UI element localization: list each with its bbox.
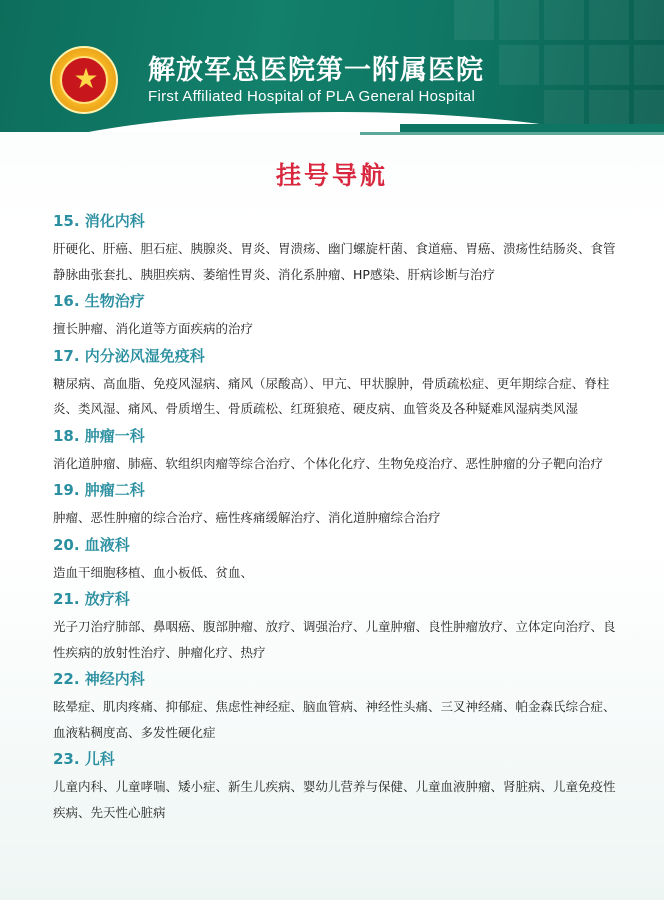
department-title: 18. 肿瘤一科 [53, 426, 145, 445]
department-section [53, 748, 623, 825]
header-band [400, 124, 664, 132]
department-description: 造血干细胞移植、血小板低、贫血、 [53, 564, 254, 580]
department-description: 儿童内科、儿童哮喘、矮小症、新生儿疾病、婴幼儿营养与保健、儿童血液肿瘤、肾脏病、儿童免疫性疾病、先天性心脏病 [53, 779, 616, 820]
department-title: 17. 内分泌风湿免疫科 [53, 346, 205, 365]
department-description: 擅长肿瘤、消化道等方面疾病的治疗 [53, 321, 254, 336]
page-title: 挂号导航 [275, 161, 388, 190]
department-title: 16. 生物治疗 [53, 292, 145, 310]
department-title: 20. 血液科 [53, 535, 130, 554]
star-icon: ★ [73, 62, 99, 95]
department-section [53, 479, 623, 531]
department-section [53, 588, 623, 665]
department-title: 21. 放疗科 [53, 590, 130, 608]
department-section [53, 210, 623, 287]
department-section [53, 668, 623, 745]
department-section [53, 290, 623, 342]
department-section [53, 345, 623, 422]
department-description: 肝硬化、肝癌、胆石症、胰腺炎、胃炎、胃溃疡、幽门螺旋杆菌、食道癌、胃癌、溃疡性结肠炎、食管静脉曲张套扎、胰胆疾病、萎缩性胃炎、消化系肿瘤、HP感染、肝病诊断与治疗 [53, 241, 616, 282]
department-section [53, 425, 623, 477]
department-list [53, 210, 623, 828]
department-title: 22. 神经内科 [53, 670, 145, 688]
logo-emblem [60, 56, 108, 104]
department-description: 眩晕症、肌肉疼痛、抑郁症、焦虑性神经症、脑血管病、神经性头痛、三叉神经痛、帕金森氏综合症、血液粘稠度高、多发性硬化症 [53, 699, 616, 740]
department-title: 23. 儿科 [53, 750, 115, 768]
hospital-name-cn: 解放军总医院第一附属医院 [148, 55, 484, 86]
hospital-logo [50, 46, 118, 114]
department-section [53, 534, 623, 586]
department-title: 19. 肿瘤二科 [53, 481, 145, 499]
department-description: 糖尿病、高血脂、免疫风湿病、痛风（尿酸高）、甲亢、甲状腺肿，骨质疏松症、更年期综合症、脊柱炎、类风湿、痛风、骨质增生、骨质疏松、红斑狼疮、硬皮病、血管炎及各种疑难风湿病类风湿 [53, 375, 610, 416]
department-title: 15. 消化内科 [53, 212, 145, 230]
department-description: 消化道肿瘤、肺癌、软组织肉瘤等综合治疗、个体化化疗、生物免疫治疗、恶性肿瘤的分子靶向治疗 [53, 455, 604, 471]
department-description: 肿瘤、恶性肿瘤的综合治疗、癌性疼痛缓解治疗、消化道肿瘤综合治疗 [53, 510, 441, 525]
department-description: 光子刀治疗肺部、鼻咽癌、腹部肿瘤、放疗、调强治疗、儿童肿瘤、良性肿瘤放疗、立体定向治疗、良性疾病的放射性治疗、肿瘤化疗、热疗 [53, 619, 616, 660]
hospital-name-en: First Affiliated Hospital of PLA General Hospital [148, 88, 476, 105]
header-band-accent [360, 132, 664, 135]
